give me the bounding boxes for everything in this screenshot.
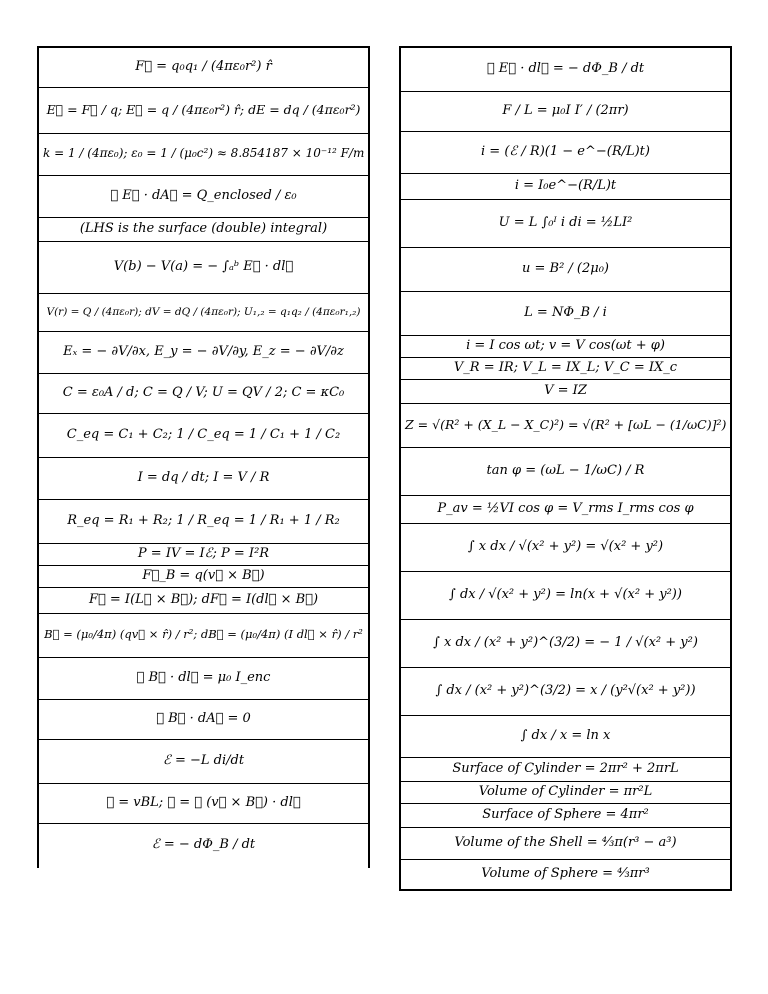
self-inductance-emf-formula: ℰ = −L di/dt — [162, 753, 245, 769]
electric-field-formula: E⃗ = F⃗ / q; E⃗ = q / (4πε₀r²) r̂; dE = dq / (4πε₀r²) — [46, 101, 361, 117]
cylinder-volume-formula: Volume of Cylinder = πr²L — [478, 784, 653, 800]
capacitor-combination-formula: C_eq = C₁ + C₂; 1 / C_eq = 1 / C₁ + 1 / C₂ — [66, 427, 341, 443]
component-voltage-formula: V_R = IR; V_L = IX_L; V_C = IX_c — [453, 360, 678, 376]
formula-cell — [39, 414, 369, 458]
magnetic-force-wire-formula: F⃗ = I(L⃗ × B⃗); dF⃗ = I(dl⃗ × B⃗) — [88, 592, 319, 608]
capacitance-formula: C = ε₀A / d; C = Q / V; U = QV / 2; C = κC₀ — [62, 385, 345, 401]
formula-cell — [401, 668, 731, 716]
phase-angle-formula: tan φ = (ωL − 1/ωC) / R — [486, 463, 645, 479]
power-formula: P = IV = Iℰ; P = I²R — [137, 546, 270, 562]
coulomb-constant-formula: k = 1 / (4πε₀); ε₀ = 1 / (μ₀c²) ≈ 8.854187 × 10⁻¹² F/m — [43, 146, 365, 161]
integral-3-formula: ∫ x dx / (x² + y²)^(3/2) = − 1 / √(x² + y²) — [433, 635, 698, 651]
formula-cell — [401, 572, 731, 620]
formula-cell — [39, 566, 369, 588]
integral-5-formula: ∫ dx / x = ln x — [520, 728, 611, 744]
right-formula-table — [400, 47, 731, 890]
sphere-volume-formula: Volume of Sphere = ⁴⁄₃πr³ — [481, 866, 650, 882]
potential-difference-formula: V(b) − V(a) = − ∫ₐᵇ E⃗ · dl⃗ — [113, 259, 294, 275]
formula-cell — [39, 658, 369, 700]
ac-current-voltage-formula: i = I cos ωt; v = V cos(ωt + φ) — [466, 338, 665, 354]
right-formula-column — [399, 46, 732, 891]
formula-cell — [39, 242, 369, 294]
formula-cell — [39, 458, 369, 500]
rl-charging-current-formula: i = (ℰ / R)(1 − e^−(R/L)t) — [481, 144, 650, 160]
formula-cell — [39, 218, 369, 242]
faraday-law-formula: ℰ = − dΦ_B / dt — [151, 837, 256, 853]
formula-cell — [401, 804, 731, 828]
formula-cell — [39, 88, 369, 134]
formula-cell — [401, 174, 731, 200]
cylinder-surface-formula: Surface of Cylinder = 2πr² + 2πrL — [452, 761, 679, 777]
formula-cell — [39, 700, 369, 740]
impedance-formula: Z = √(R² + (X_L − X_C)²) = √(R² + [ωL − (1/ωC)]²) — [405, 416, 727, 432]
field-from-potential-formula: Eₓ = − ∂V/∂x, E_y = − ∂V/∂y, E_z = − ∂V/∂z — [63, 344, 344, 360]
formula-cell — [39, 134, 369, 176]
formula-cell — [401, 716, 731, 758]
formula-cell — [401, 336, 731, 358]
integral-4-formula: ∫ dx / (x² + y²)^(3/2) = x / (y²√(x² + y²)) — [435, 683, 696, 699]
formula-cell — [39, 374, 369, 414]
point-charge-potential-formula: V(r) = Q / (4πε₀r); dV = dQ / (4πε₀r); U₁,₂ = q₁q₂ / (4πε₀r₁,₂) — [46, 306, 361, 319]
formula-cell — [39, 614, 369, 658]
motional-emf-formula: ℰ = vBL; ℰ = ∮ (v⃗ × B⃗) · dl⃗ — [106, 795, 301, 811]
formula-cell — [401, 860, 731, 890]
shell-volume-formula: Volume of the Shell = ⁴⁄₃π(r³ − a³) — [454, 835, 677, 851]
formula-cell — [39, 740, 369, 784]
biot-savart-formula: B⃗ = (μ₀/4π) (qv⃗ × r̂) / r²; dB⃗ = (μ₀/4π) (I dl⃗ × r̂) / r² — [44, 627, 363, 642]
formula-cell — [401, 92, 731, 132]
formula-cell — [39, 176, 369, 218]
formula-cell — [401, 758, 731, 782]
coulomb-force-formula: F⃗ = q₀q₁ / (4πε₀r²) r̂ — [135, 59, 272, 75]
sphere-surface-formula: Surface of Sphere = 4πr² — [482, 807, 649, 823]
formula-cell — [401, 380, 731, 404]
formula-cell — [39, 294, 369, 332]
magnetic-force-charge-formula: F⃗_B = q(v⃗ × B⃗) — [142, 568, 265, 584]
inductance-formula: L = NΦ_B / i — [524, 305, 607, 321]
formula-cell — [39, 588, 369, 614]
ampere-law-formula: ∮ B⃗ · dl⃗ = μ₀ I_enc — [136, 670, 271, 686]
formula-cell — [39, 48, 369, 88]
formula-cell — [401, 48, 731, 92]
integral-2-formula: ∫ dx / √(x² + y²) = ln(x + √(x² + y²)) — [449, 587, 682, 603]
formula-cell — [401, 404, 731, 448]
gauss-law-note: (LHS is the surface (double) integral) — [79, 221, 328, 237]
formula-cell — [39, 824, 369, 868]
magnetic-energy-density-formula: u = B² / (2μ₀) — [521, 261, 609, 277]
formula-cell — [401, 524, 731, 572]
parallel-wire-force-formula: F / L = μ₀I I′ / (2πr) — [502, 103, 629, 119]
formula-cell — [39, 332, 369, 374]
inductor-energy-formula: U = L ∫₀ᴵ i di = ½LI² — [498, 215, 633, 231]
formula-cell — [401, 358, 731, 380]
integral-1-formula: ∫ x dx / √(x² + y²) = √(x² + y²) — [467, 539, 664, 555]
average-power-formula: P_av = ½VI cos φ = V_rms I_rms cos φ — [437, 501, 694, 517]
formula-cell — [401, 448, 731, 496]
formula-cell — [401, 200, 731, 248]
formula-cell — [39, 500, 369, 544]
induced-emf-formula: ∮ E⃗ · dl⃗ = − dΦ_B / dt — [486, 61, 645, 77]
formula-cell — [401, 496, 731, 524]
rl-decay-current-formula: i = I₀e^−(R/L)t — [514, 178, 617, 194]
formula-cell — [401, 292, 731, 336]
magnetic-gauss-law-formula: ∮ B⃗ · dA⃗ = 0 — [156, 711, 251, 727]
left-formula-column — [37, 46, 370, 868]
gauss-law-formula: ∮ E⃗ · dA⃗ = Q_enclosed / ε₀ — [110, 188, 297, 204]
formula-cell — [401, 620, 731, 668]
formula-cell — [39, 544, 369, 566]
formula-cell — [401, 132, 731, 174]
current-formula: I = dq / dt; I = V / R — [137, 470, 270, 486]
resistor-combination-formula: R_eq = R₁ + R₂; 1 / R_eq = 1 / R₁ + 1 / R₂ — [67, 513, 340, 529]
ac-ohm-law-formula: V = IZ — [544, 383, 587, 399]
left-formula-table — [38, 47, 369, 868]
formula-cell — [401, 248, 731, 292]
formula-cell — [401, 828, 731, 860]
formula-cell — [39, 784, 369, 824]
formula-cell — [401, 782, 731, 804]
